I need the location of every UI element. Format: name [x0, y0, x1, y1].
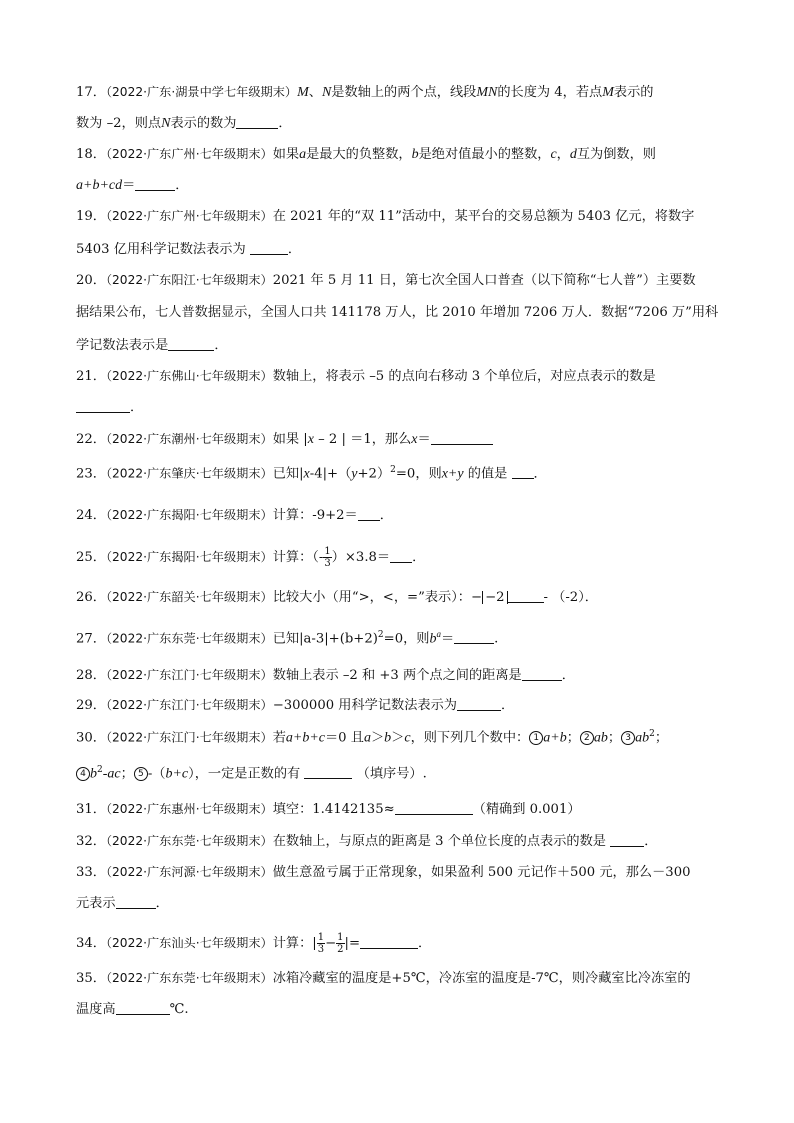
question-18-line-2: a+b+cd＝ ． [76, 178, 189, 193]
circled-number-4: 4 [76, 767, 90, 781]
question-31: 31．（2022·广东惠州·七年级期末）填空：1.4142135≈ （精确到 0.001） [76, 802, 581, 817]
question-21-line-2: ． [76, 400, 726, 414]
absolute-value: −2 [482, 591, 507, 604]
circled-number-5: 5 [134, 767, 148, 781]
answer-blank-22[interactable] [431, 432, 493, 445]
question-28: 28．（2022·广东江门·七年级期末）数轴上表示 –2 和 +3 两个点之间的距离是 ． [76, 668, 575, 683]
question-18-line-1: 18．（2022·广东广州·七年级期末）如果a是最大的负整数，b是绝对值最小的整数，c，d互为倒数，则 [76, 147, 656, 162]
answer-blank-26[interactable] [508, 590, 544, 603]
question-30-line-2: 4 $b^2-ac$； 5 -（b+c），一定是正数的有 （填序号）. [76, 766, 726, 781]
circled-number-3: 3 [621, 731, 635, 745]
answer-blank-19[interactable] [250, 242, 288, 255]
question-20-line-3: 学记数法表示是 ． [76, 338, 228, 353]
question-19-line-1: 19．（2022·广东广州·七年级期末）在 2021 年的“双 11”活动中，某平台的交易总额为 5403 亿元，将数字 [76, 209, 695, 224]
question-34: 34．（2022·广东汕头·七年级期末）计算：| $\frac{1}{3}$ − $\frac{1}{2}$ |= ． [76, 932, 432, 955]
question-24: 24．（2022·广东揭阳·七年级期末）计算：-9+2＝ ． [76, 508, 393, 523]
answer-blank-35[interactable] [116, 1002, 170, 1015]
answer-blank-23[interactable] [512, 466, 534, 479]
answer-blank-30[interactable] [304, 766, 352, 779]
question-35-line-1: 35．（2022·广东东莞·七年级期末）冰箱冷藏室的温度是+5℃，冷冻室的温度是-7℃，则冷藏室比冷冻室的 [76, 971, 691, 986]
question-23: 23．（2022·广东肇庆·七年级期末）已知$|x-4|+(y+2)^2=0$，则x+y 的值是 ． [76, 465, 547, 482]
question-33-line-1: 33．（2022·广东河源·七年级期末）做生意盈亏属于正常现象，如果盈利 500 元记作＋500 元，那么－300 [76, 865, 691, 880]
circled-number-1: 1 [529, 731, 543, 745]
question-17-line-1: 17．（2022·广东·湖景中学七年级期末）M、N是数轴上的两个点，线段MN的长度为 4，若点M表示的 [76, 85, 654, 100]
fraction-one-half: $\frac{1}{2}$ [337, 932, 344, 955]
question-21-line-1: 21．（2022·广东佛山·七年级期末）数轴上，将表示 –5 的点向右移动 3 个单位后，对应点表示的数是 [76, 369, 656, 384]
question-26: 26．（2022·广东韶关·七年级期末）比较大小（用“>，<，=”表示）：− −2 - （-2）． [76, 590, 598, 605]
answer-blank-20[interactable] [168, 338, 214, 351]
fraction-one-third: $\frac{1}{3}$ [324, 546, 331, 569]
answer-blank-29[interactable] [457, 698, 501, 711]
answer-blank-34[interactable] [360, 936, 418, 949]
question-32: 32．（2022·广东东莞·七年级期末）在数轴上，与原点的距离是 3 个单位长度的点表示的数是 ． [76, 834, 658, 849]
answer-blank-24[interactable] [358, 508, 380, 521]
answer-blank-21[interactable] [76, 400, 130, 413]
answer-blank-32[interactable] [610, 834, 644, 847]
answer-blank-28[interactable] [522, 668, 562, 681]
question-33-line-2: 元表示 ． [76, 896, 169, 911]
answer-blank-31[interactable] [395, 802, 473, 815]
question-20-line-1: 20．（2022·广东阳江·七年级期末）2021 年 5 月 11 日，第七次全国人口普查（以下简称“七人普”）主要数 [76, 273, 696, 288]
question-20-line-2: 据结果公布，七人普数据显示，全国人口共 141178 万人，比 2010 年增加 7206 万人．数据“7206 万”用科 [76, 305, 719, 320]
question-17-line-2: 数为 –2，则点N表示的数为 ． [76, 116, 292, 131]
answer-blank-25[interactable] [390, 550, 412, 563]
answer-blank-18[interactable] [135, 178, 175, 191]
answer-blank-33[interactable] [116, 896, 156, 909]
circled-number-2: 2 [580, 731, 594, 745]
question-27: 27．（2022·广东东莞·七年级期末）已知$|a-3|+(b+2)^2=0$，则$b^a=$ . [76, 629, 499, 647]
question-35-line-2: 温度高 ℃. [76, 1002, 189, 1017]
answer-blank-27[interactable] [454, 631, 494, 644]
fraction-one-third: $\frac{1}{3}$ [317, 932, 325, 955]
question-29: 29．（2022·广东江门·七年级期末）−300000 用科学记数法表示为 ． [76, 698, 515, 713]
question-30-line-1: 30．（2022·广东江门·七年级期末）若a+b+c＝0 且a＞b＞c，则下列几个数中： 1 a+b； 2 ab； 3 $ab^2$； [76, 729, 668, 746]
answer-blank-17[interactable] [236, 116, 278, 129]
question-19-line-2: 5403 亿用科学记数法表示为 ． [76, 242, 302, 257]
question-22: 22．（2022·广东潮州·七年级期末）如果 |x – 2 | ＝1，那么x＝ [76, 432, 726, 447]
question-25: 25．（2022·广东揭阳·七年级期末）计算：（- $\frac{1}{3}$ ）×3.8＝ ． [76, 546, 426, 569]
